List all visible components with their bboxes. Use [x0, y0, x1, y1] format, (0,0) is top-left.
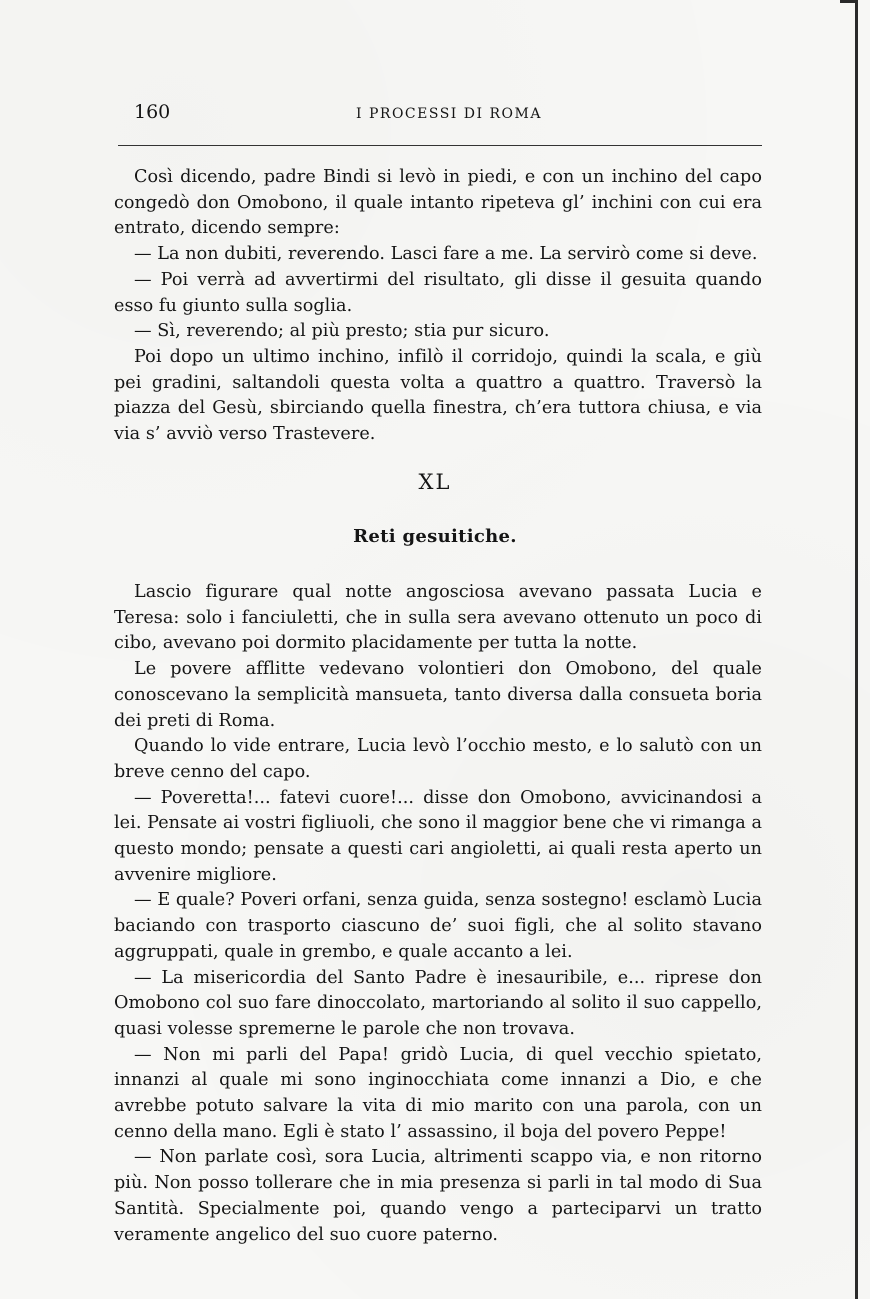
dialogue-paragraph: — Poi verrà ad avvertirmi del risultato, gli disse il gesuita quando esso fu giunto sulla soglia.: [114, 269, 762, 316]
paragraph: Poi dopo un ultimo inchino, infilò il corridojo, quindi la scala, e giù pei gradini, saltandoli questa volta a quattro a quattro. Traversò la piazza del Gesù, sbirciando quella finestra, ch’era tuttora chiusa, e via via s’ avviò verso Trastevere.: [114, 346, 762, 445]
first-section: [114, 165, 762, 448]
dialogue-paragraph: — Sì, reverendo; al più presto; stia pur sicuro.: [134, 321, 550, 342]
paragraph: Le povere afflitte vedevano volontieri don Omobono, del quale conoscevano la semplicità mansueta, tanto diversa dalla consueta boria dei preti di Roma.: [114, 659, 762, 731]
dialogue-paragraph: — Poveretta!... fatevi cuore!... disse don Omobono, avvicinandosi a lei. Pensate ai vostri figliuoli, che sono il maggior bene che vi rimanga a questo mondo; pensate a questi cari angioletti, ai quali resta aperto un avvenire migliore.: [114, 787, 762, 885]
dialogue-paragraph: — Non mi parli del Papa! gridò Lucia, di quel vecchio spietato, innanzi al quale mi sono inginocchiata come innanzi a Dio, e che avrebbe potuto salvare la vita di mio marito con una parola, con un cenno della mano. Egli è stato l’ assassino, il boja del povero Peppe!: [114, 1044, 762, 1142]
dialogue-paragraph: — E quale? Poveri orfani, senza guida, senza sostegno! esclamò Lucia baciando con trasporto ciascuno de’ suoi figli, che al solito stavano aggruppati, quale in grembo, e quale accanto a lei.: [114, 890, 762, 962]
book-spine-top-edge: [840, 0, 858, 3]
chapter-body: [114, 580, 762, 1248]
chapter-title: Reti gesuitiche.: [353, 526, 517, 547]
page-number: 160: [134, 101, 171, 123]
paragraph: Lascio figurare qual notte angosciosa avevano passata Lucia e Teresa: solo i fanciuletti, che in sulla sera avevano ottenuto un poco di cibo, avevano poi dormito placidamente per tutta la notte.: [114, 582, 762, 654]
page-header: [0, 101, 870, 129]
header-rule: [118, 145, 762, 146]
dialogue-paragraph: — La misericordia del Santo Padre è inesauribile, e... riprese don Omobono col suo fare dinoccolato, martoriando al solito il suo cappello, quasi volesse spremerne le parole che non trovava.: [114, 967, 762, 1039]
paragraph: Quando lo vide entrare, Lucia levò l’occhio mesto, e lo salutò con un breve cenno del capo.: [114, 736, 762, 782]
chapter-number: XL: [418, 470, 452, 494]
running-title: I PROCESSI DI ROMA: [356, 106, 542, 122]
paragraph: Così dicendo, padre Bindi si levò in piedi, e con un inchino del capo congedò don Omobono, il quale intanto ripeteva gl’ inchini con cui era entrato, dicendo sempre:: [114, 167, 762, 239]
dialogue-paragraph: — Non parlate così, sora Lucia, altrimenti scappo via, e non ritorno più. Non posso tollerare che in mia presenza si parli in tal modo di Sua Santità. Specialmente poi, quando vengo a parteciparvi un tratto veramente angelico del suo cuore paterno.: [114, 1147, 762, 1245]
book-spine-edge: [855, 0, 858, 1299]
dialogue-paragraph: — La non dubiti, reverendo. Lasci fare a me. La servirò come si deve.: [134, 244, 758, 265]
